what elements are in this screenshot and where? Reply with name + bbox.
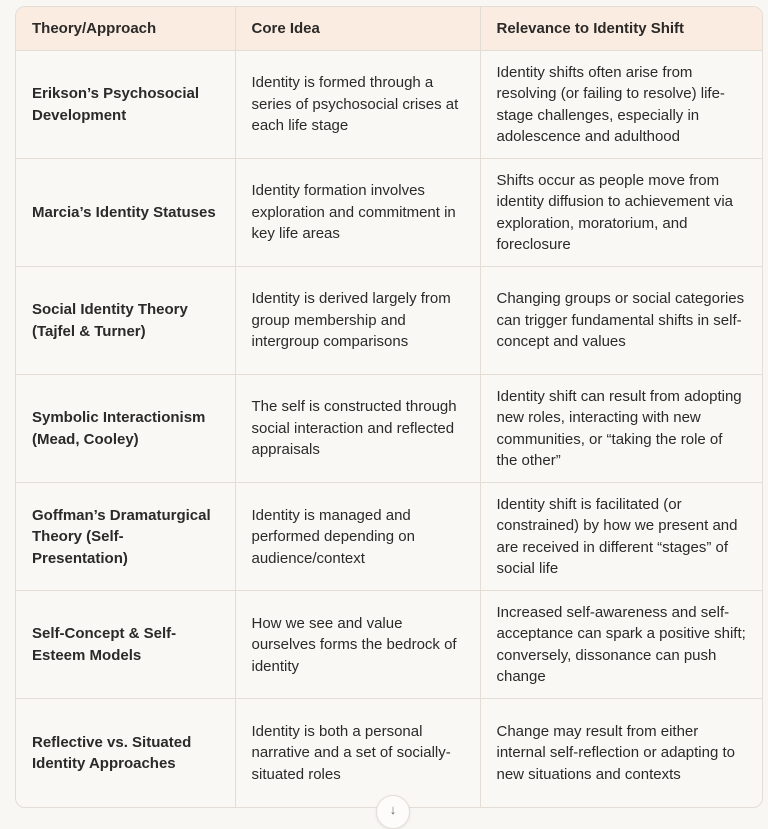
relevance-cell: Shifts occur as people move from identity diffusion to achievement via exploration, moratorium, and foreclosure xyxy=(480,159,762,267)
theory-cell: Social Identity Theory (Tajfel & Turner) xyxy=(16,267,235,375)
relevance-cell: Change may result from either internal self-reflection or adapting to new situations and contexts xyxy=(496,722,735,783)
table-row xyxy=(16,483,762,591)
identity-theories-table xyxy=(15,6,763,808)
table-row xyxy=(16,267,762,375)
table-row xyxy=(16,591,762,699)
header-relevance: Relevance to Identity Shift xyxy=(480,7,762,51)
core-idea-cell: How we see and value ourselves forms the bedrock of identity xyxy=(235,591,480,699)
header-theory: Theory/Approach xyxy=(16,7,235,51)
relevance-cell: Increased self-awareness and self-acceptance can spark a positive shift; conversely, dissonance can push change xyxy=(480,591,762,699)
arrow-down-icon: ↓ xyxy=(389,802,397,817)
core-idea-cell: The self is constructed through social interaction and reflected appraisals xyxy=(235,375,480,483)
theory-cell: Self-Concept & Self-Esteem Models xyxy=(16,591,235,699)
relevance-cell: Identity shift is facilitated (or constrained) by how we present and are received in different “stages” of social life xyxy=(480,483,762,591)
relevance-cell: Identity shift can result from adopting new roles, interacting with new communities, or “taking the role of the other” xyxy=(480,375,762,483)
table-header-row xyxy=(16,7,762,51)
table-row xyxy=(16,699,762,807)
theory-cell: Marcia’s Identity Statuses xyxy=(16,159,235,267)
relevance-cell: Identity shifts often arise from resolving (or failing to resolve) life-stage challenges, especially in adolescence and adulthood xyxy=(480,51,762,159)
theory-cell: Reflective vs. Situated Identity Approaches xyxy=(16,699,235,807)
theory-cell: Symbolic Interactionism (Mead, Cooley) xyxy=(16,375,235,483)
theory-cell: Goffman’s Dramaturgical Theory (Self-Presentation) xyxy=(16,483,235,591)
table-row xyxy=(16,51,762,159)
table-row xyxy=(16,375,762,483)
core-idea-cell: Identity is derived largely from group membership and intergroup comparisons xyxy=(235,267,480,375)
table-row xyxy=(16,159,762,267)
header-core-idea: Core Idea xyxy=(235,7,480,51)
core-idea-cell: Identity is managed and performed depending on audience/context xyxy=(235,483,480,591)
scroll-to-bottom-button[interactable] xyxy=(376,795,410,829)
core-idea-cell: Identity is formed through a series of psychosocial crises at each life stage xyxy=(235,51,480,159)
core-idea-cell: Identity formation involves exploration and commitment in key life areas xyxy=(235,159,480,267)
theory-cell: Erikson’s Psychosocial Development xyxy=(16,51,235,159)
core-idea-cell: Identity is both a personal narrative and a set of socially-situated roles xyxy=(235,699,480,807)
relevance-cell: Changing groups or social categories can trigger fundamental shifts in self-concept and values xyxy=(480,267,762,375)
